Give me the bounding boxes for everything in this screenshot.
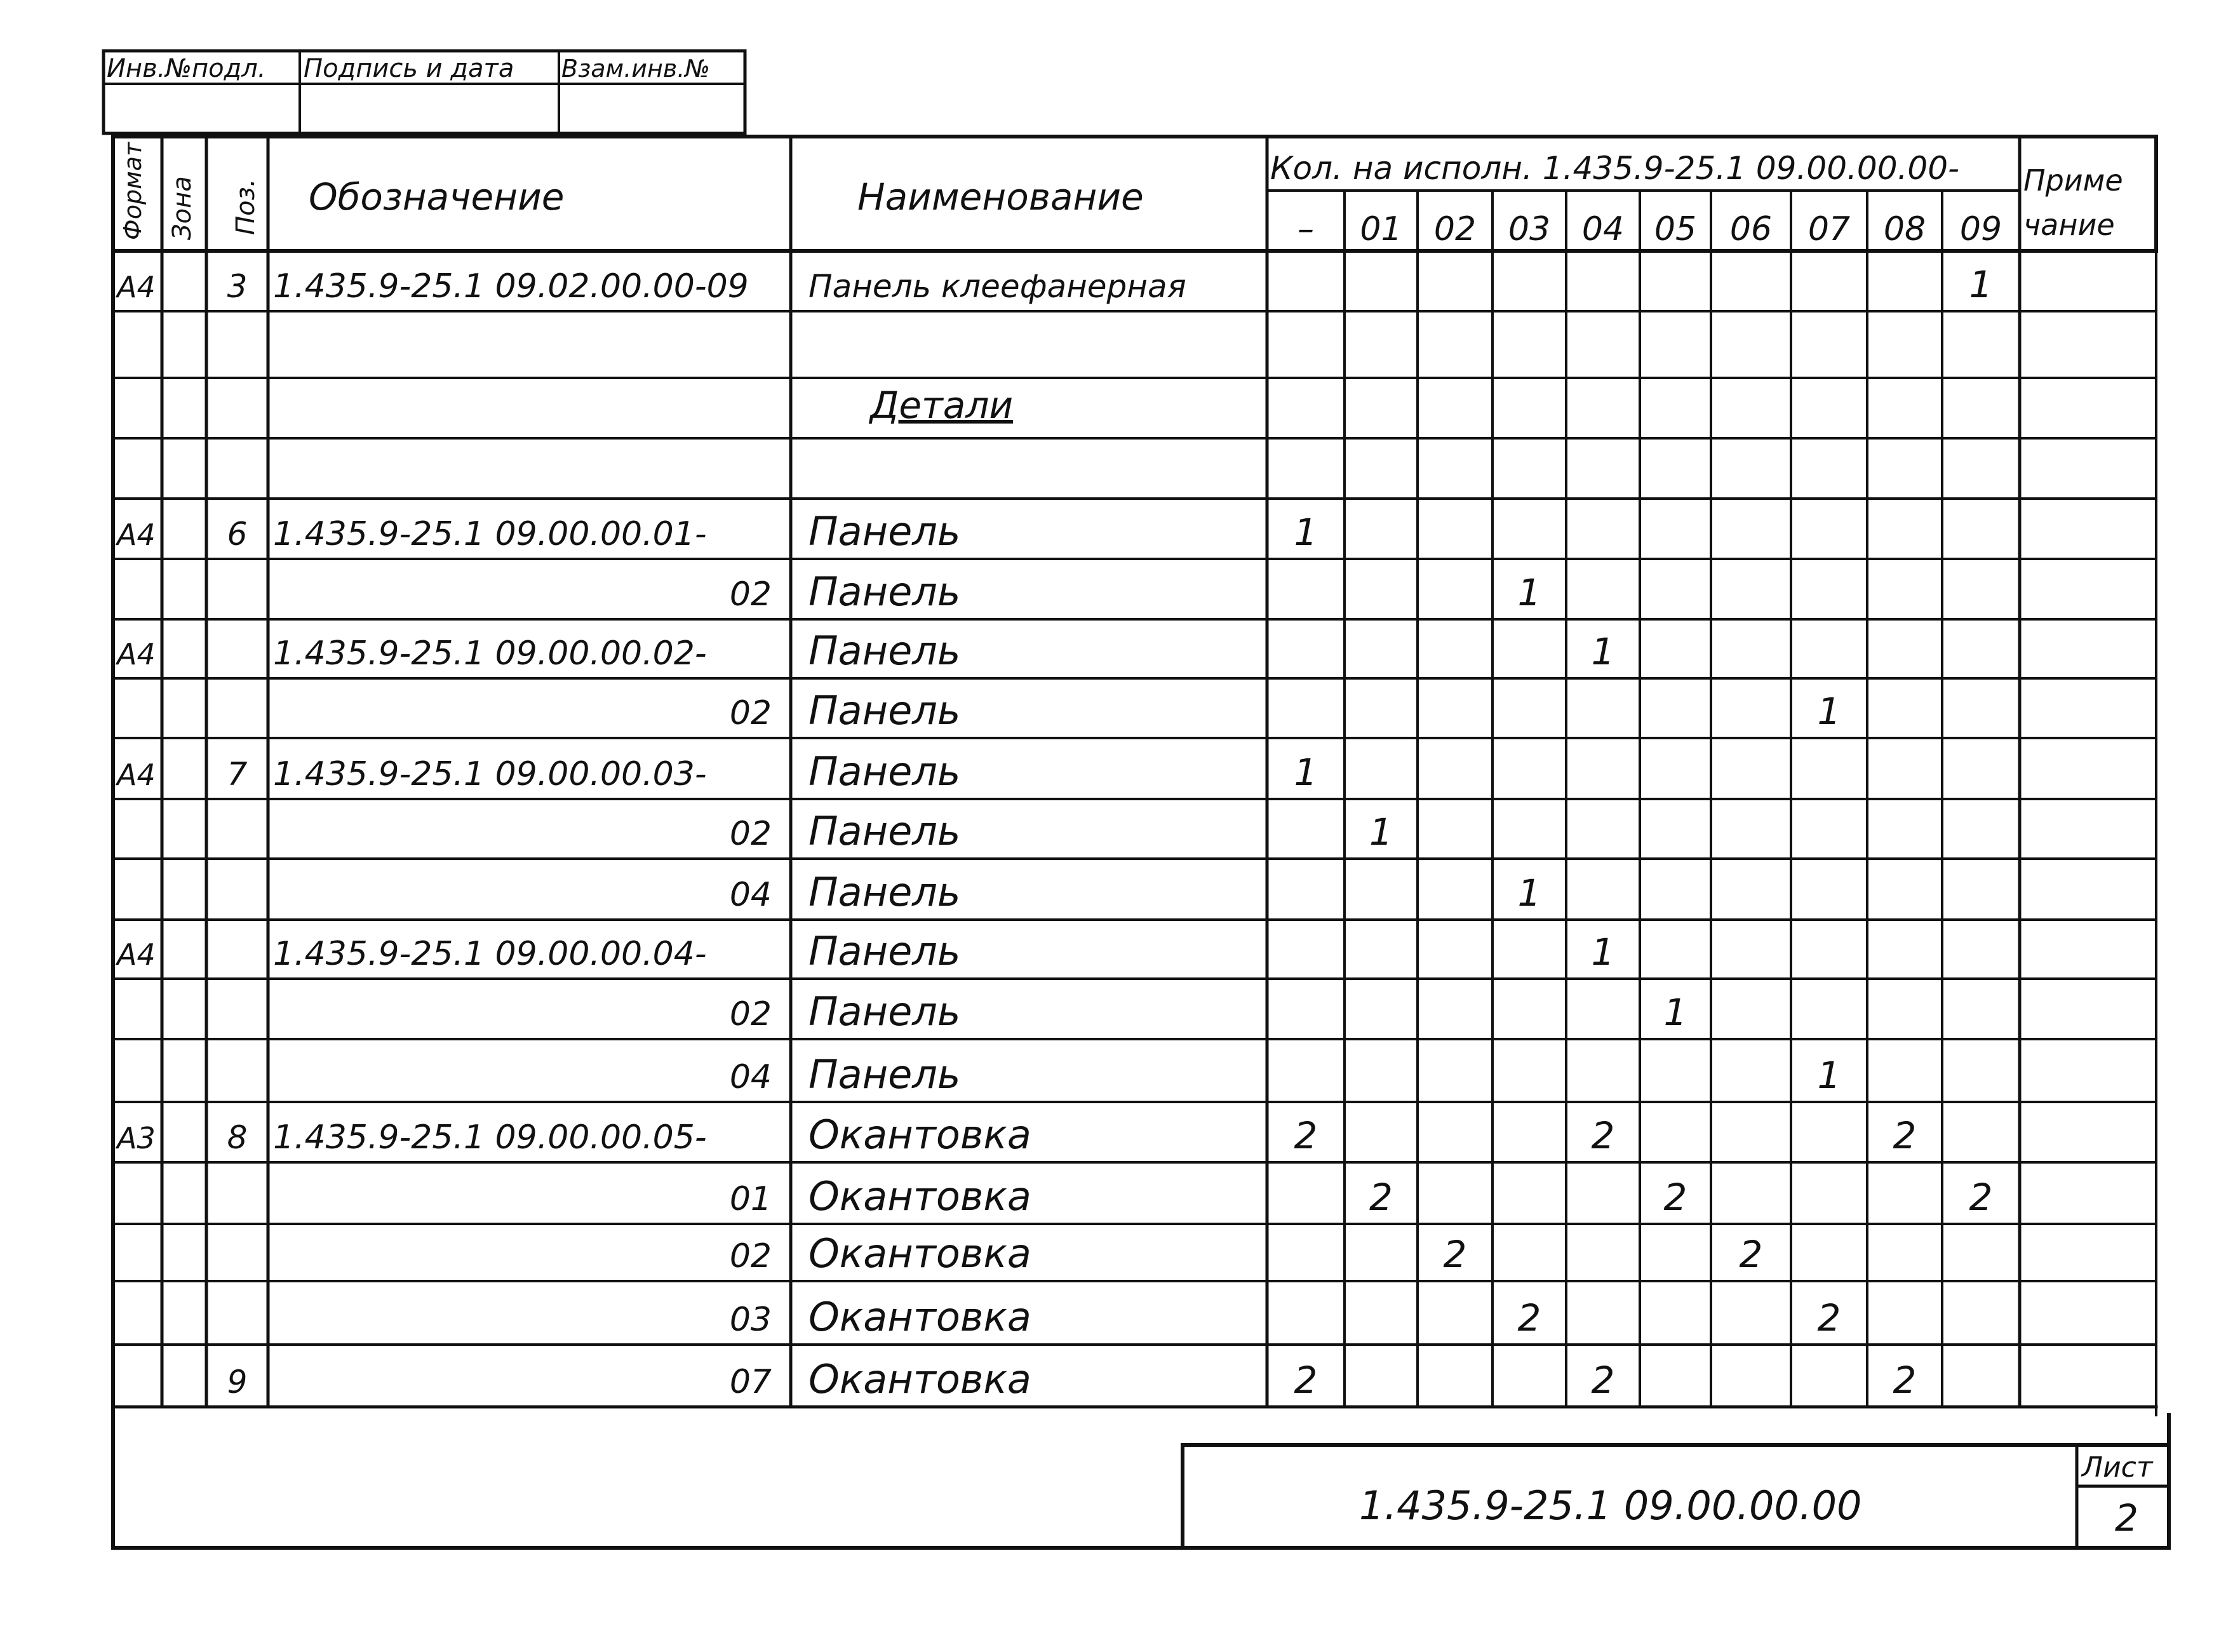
cell-name: Панель [808, 869, 961, 915]
header-variant: – [1298, 210, 1314, 248]
cell-name: Панель [808, 1051, 961, 1098]
cell-name: Панель клеефанерная [808, 268, 1186, 305]
cell-name: Панель [808, 628, 961, 674]
cell-designation: 02 [729, 815, 772, 853]
cell-designation: 07 [729, 1363, 772, 1401]
cell-designation: 1.435.9-25.1 09.00.00.04- [273, 935, 707, 973]
cell-format: А4 [117, 937, 156, 972]
cell-qty: 1 [1517, 871, 1541, 915]
spec-table-frame [113, 137, 2169, 1548]
cell-format: А3 [117, 1121, 156, 1155]
cell-designation: 03 [729, 1301, 772, 1339]
cell-qty: 2 [1591, 1359, 1615, 1402]
cell-name: Панель [808, 808, 961, 854]
cell-position: 9 [227, 1364, 248, 1400]
cell-designation: 01 [729, 1180, 772, 1218]
cell-qty: 2 [1294, 1114, 1318, 1157]
cell-qty: 1 [1294, 511, 1318, 554]
cell-designation: 02 [729, 575, 772, 614]
cell-position: 8 [227, 1119, 248, 1156]
cell-qty: 1 [1969, 263, 1993, 306]
cell-qty: 2 [1294, 1359, 1318, 1402]
header-variant: 05 [1654, 210, 1697, 248]
cell-qty: 2 [1893, 1114, 1917, 1157]
cell-name: Панель [808, 928, 961, 974]
cell-format: А4 [117, 270, 156, 304]
cell-designation: 04 [729, 1058, 772, 1096]
title-block [1183, 1445, 2169, 1548]
cell-position: 7 [227, 756, 248, 793]
header-variant: 02 [1433, 210, 1477, 248]
cell-name: Окантовка [808, 1294, 1031, 1340]
cell-name: Окантовка [808, 1111, 1031, 1158]
cell-designation: 1.435.9-25.1 09.00.00.05- [273, 1118, 707, 1157]
cell-format: А4 [117, 637, 156, 671]
cell-name: Окантовка [808, 1230, 1031, 1277]
header-name: Наименование [857, 175, 1144, 218]
stamp-replace-label: Взам.инв.№ [561, 55, 710, 83]
header-designation: Обозначение [309, 175, 565, 218]
cell-qty: 1 [1663, 991, 1687, 1034]
cell-qty: 2 [1739, 1233, 1763, 1276]
header-variant: 09 [1959, 210, 2002, 248]
header-pos: Поз. [231, 178, 260, 235]
header-note-2: чание [2023, 208, 2115, 242]
header-variant: 04 [1581, 210, 1625, 248]
cell-name: Окантовка [808, 1356, 1031, 1402]
cell-qty: 2 [1817, 1296, 1841, 1340]
cell-format: А4 [117, 518, 156, 552]
cell-position: 6 [227, 516, 248, 553]
header-variant: 08 [1883, 210, 1926, 248]
cell-qty: 2 [1369, 1176, 1393, 1219]
cell-format: А4 [117, 758, 156, 792]
cell-qty: 2 [1591, 1114, 1615, 1157]
cell-designation: 02 [729, 995, 772, 1033]
cell-name: Панель [808, 988, 961, 1035]
cell-qty: 1 [1517, 571, 1541, 614]
cell-qty: 1 [1294, 751, 1318, 794]
cell-qty: 2 [1663, 1176, 1687, 1219]
cell-qty: 1 [1591, 930, 1615, 974]
header-variant: 01 [1360, 210, 1402, 248]
cell-designation: 02 [729, 1237, 772, 1275]
cell-name: Панель [808, 687, 961, 734]
header-qty-title: Кол. на исполн. 1.435.9-25.1 09.00.00.00- [1270, 150, 1960, 187]
sheet-label: Лист [2082, 1451, 2153, 1484]
header-format: Формат [119, 142, 147, 240]
sheet-number: 2 [2115, 1496, 2138, 1540]
cell-position: 3 [227, 268, 248, 305]
cell-designation: 1.435.9-25.1 09.00.00.01- [273, 515, 707, 553]
cell-qty: 1 [1369, 810, 1393, 854]
table-header [119, 141, 2123, 248]
header-variant: 06 [1729, 210, 1773, 248]
cell-qty: 2 [1517, 1296, 1541, 1340]
header-note-1: Приме [2023, 163, 2123, 198]
cell-qty: 1 [1817, 690, 1841, 733]
cell-designation: 02 [729, 694, 772, 732]
cell-designation: 1.435.9-25.1 09.02.00.00-09 [273, 267, 749, 306]
cell-qty: 2 [1893, 1359, 1917, 1402]
header-variant: 07 [1807, 210, 1851, 248]
header-variant: 03 [1508, 210, 1551, 248]
section-title: Детали [870, 384, 1014, 427]
cell-designation: 04 [729, 876, 772, 914]
cell-qty: 2 [1969, 1176, 1993, 1219]
stamp-signature-label: Подпись и дата [304, 54, 514, 83]
stamp-block [104, 51, 745, 133]
cell-qty: 1 [1591, 630, 1615, 673]
cell-qty: 1 [1817, 1054, 1841, 1097]
cell-designation: 1.435.9-25.1 09.00.00.02- [273, 635, 707, 673]
cell-name: Панель [808, 508, 961, 554]
doc-code: 1.435.9-25.1 09.00.00.00 [1359, 1482, 1862, 1529]
cell-designation: 1.435.9-25.1 09.00.00.03- [273, 755, 707, 793]
header-zone: Зона [168, 176, 197, 240]
cell-name: Окантовка [808, 1173, 1031, 1219]
cell-name: Панель [808, 568, 961, 615]
cell-qty: 2 [1443, 1233, 1467, 1276]
stamp-inv-label: Инв.№подл. [107, 54, 266, 83]
cell-name: Панель [808, 748, 961, 795]
